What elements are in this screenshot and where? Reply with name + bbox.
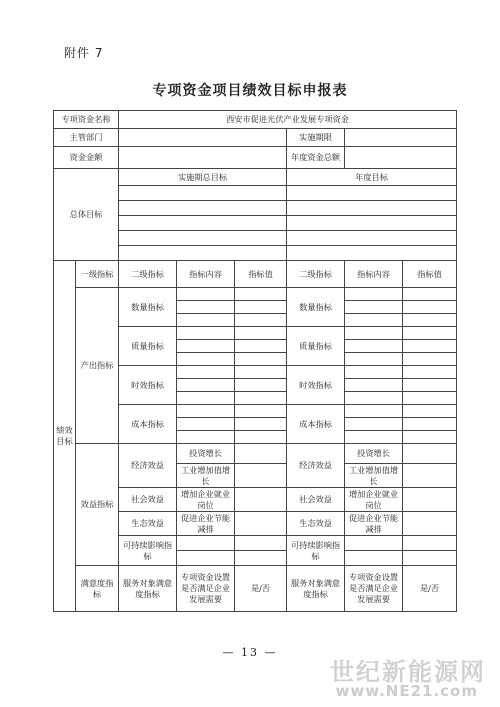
satisfaction-content-annual: 专项资金设置是否满足企业发展需要 bbox=[345, 566, 403, 612]
value-cell[interactable] bbox=[235, 418, 287, 431]
content-cell[interactable] bbox=[177, 288, 235, 301]
value-cell[interactable] bbox=[235, 444, 287, 464]
annual-goal-cell[interactable] bbox=[287, 216, 457, 231]
ecological-label-annual: 生态效益 bbox=[287, 512, 345, 536]
content-cell[interactable] bbox=[177, 405, 235, 418]
sustainable-label-annual: 可持续影响指标 bbox=[287, 536, 345, 566]
value-cell[interactable] bbox=[235, 314, 287, 327]
level2-header-annual: 二级指标 bbox=[287, 261, 345, 288]
content-cell[interactable] bbox=[345, 288, 403, 301]
social-label-annual: 社会效益 bbox=[287, 488, 345, 512]
content-cell[interactable] bbox=[345, 379, 403, 392]
value-cell[interactable] bbox=[403, 444, 457, 464]
value-cell[interactable] bbox=[403, 431, 457, 444]
perf-goal-label: 绩效目标 bbox=[54, 261, 76, 612]
value-cell[interactable] bbox=[403, 418, 457, 431]
value-cell[interactable] bbox=[235, 288, 287, 301]
fund-name-label: 专项资金名称 bbox=[54, 111, 119, 129]
yes-no: 是/否 bbox=[235, 566, 287, 612]
quantity-label: 数量指标 bbox=[119, 288, 177, 327]
industry-growth-annual: 工业增加值增长 bbox=[345, 464, 403, 488]
dept-value[interactable] bbox=[119, 129, 287, 147]
value-cell[interactable] bbox=[403, 340, 457, 353]
attachment-label: 附件 7 bbox=[64, 46, 104, 60]
value-cell[interactable] bbox=[235, 340, 287, 353]
content-cell[interactable] bbox=[177, 366, 235, 379]
content-cell[interactable] bbox=[345, 314, 403, 327]
amount-label: 资金金额 bbox=[54, 147, 119, 169]
content-cell[interactable] bbox=[345, 418, 403, 431]
content-cell[interactable] bbox=[177, 418, 235, 431]
period-goal-cell[interactable] bbox=[119, 186, 287, 201]
value-cell[interactable] bbox=[403, 392, 457, 405]
amount-value[interactable] bbox=[119, 147, 287, 169]
content-cell[interactable] bbox=[345, 301, 403, 314]
content-cell[interactable] bbox=[177, 431, 235, 444]
form-title: 专项资金项目绩效目标申报表 bbox=[152, 83, 348, 99]
content-cell[interactable] bbox=[345, 431, 403, 444]
service-satisfaction: 服务对象满意度指标 bbox=[119, 566, 177, 612]
content-cell[interactable] bbox=[177, 353, 235, 366]
content-cell[interactable] bbox=[345, 353, 403, 366]
value-cell[interactable] bbox=[403, 405, 457, 418]
period-value[interactable] bbox=[345, 129, 457, 147]
content-header: 指标内容 bbox=[177, 261, 235, 288]
quality-label: 质量指标 bbox=[119, 327, 177, 366]
content-cell[interactable] bbox=[345, 536, 403, 551]
annual-goal-header: 年度目标 bbox=[287, 169, 457, 186]
value-cell[interactable] bbox=[403, 353, 457, 366]
content-cell[interactable] bbox=[177, 551, 235, 566]
level2-header: 二级指标 bbox=[119, 261, 177, 288]
value-cell[interactable] bbox=[403, 288, 457, 301]
energy-saving: 促进企业节能减排 bbox=[177, 512, 235, 536]
value-cell[interactable] bbox=[403, 536, 457, 551]
period-goal-header: 实施期总目标 bbox=[119, 169, 287, 186]
value-header: 指标值 bbox=[235, 261, 287, 288]
value-cell[interactable] bbox=[403, 551, 457, 566]
social-label: 社会效益 bbox=[119, 488, 177, 512]
value-cell[interactable] bbox=[403, 301, 457, 314]
value-cell[interactable] bbox=[235, 353, 287, 366]
value-cell[interactable] bbox=[403, 314, 457, 327]
content-cell[interactable] bbox=[345, 327, 403, 340]
period-label: 实施期限 bbox=[287, 129, 345, 147]
content-cell[interactable] bbox=[177, 314, 235, 327]
cost-label-annual: 成本指标 bbox=[287, 405, 345, 444]
content-cell[interactable] bbox=[177, 379, 235, 392]
benefit-label: 效益指标 bbox=[76, 444, 119, 566]
cost-label: 成本指标 bbox=[119, 405, 177, 444]
content-cell[interactable] bbox=[345, 551, 403, 566]
output-label: 产出指标 bbox=[76, 288, 119, 444]
annual-goal-cell[interactable] bbox=[287, 231, 457, 246]
yes-no-annual: 是/否 bbox=[403, 566, 457, 612]
satisfaction-content: 专项资金设置是否满足企业发展需要 bbox=[177, 566, 235, 612]
value-cell[interactable] bbox=[235, 431, 287, 444]
period-goal-cell[interactable] bbox=[119, 216, 287, 231]
timeliness-label: 时效指标 bbox=[119, 366, 177, 405]
value-cell[interactable] bbox=[235, 327, 287, 340]
value-cell[interactable] bbox=[235, 405, 287, 418]
economic-label: 经济效益 bbox=[119, 444, 177, 488]
ecological-label: 生态效益 bbox=[119, 512, 177, 536]
employment-annual: 增加企业就业岗位 bbox=[345, 488, 403, 512]
performance-goal-form bbox=[53, 110, 457, 612]
value-cell[interactable] bbox=[235, 512, 287, 536]
value-cell[interactable] bbox=[403, 366, 457, 379]
value-cell[interactable] bbox=[235, 536, 287, 551]
content-cell[interactable] bbox=[345, 392, 403, 405]
watermark-logo: 世纪新能源网 bbox=[330, 658, 486, 686]
value-cell[interactable] bbox=[235, 464, 287, 488]
industry-growth: 工业增加值增长 bbox=[177, 464, 235, 488]
content-cell[interactable] bbox=[177, 327, 235, 340]
quantity-label-annual: 数量指标 bbox=[287, 288, 345, 327]
content-cell[interactable] bbox=[345, 340, 403, 353]
annual-amount-label: 年度资金总额 bbox=[287, 147, 345, 169]
content-cell[interactable] bbox=[177, 536, 235, 551]
investment-growth-annual: 投资增长 bbox=[345, 444, 403, 464]
service-satisfaction-annual: 服务对象满意度指标 bbox=[287, 566, 345, 612]
satisfaction-label: 满意度指标 bbox=[76, 566, 119, 612]
content-header-annual: 指标内容 bbox=[345, 261, 403, 288]
content-cell[interactable] bbox=[177, 340, 235, 353]
annual-goal-cell[interactable] bbox=[287, 186, 457, 201]
timeliness-label-annual: 时效指标 bbox=[287, 366, 345, 405]
value-header-annual: 指标值 bbox=[403, 261, 457, 288]
overall-goal-label: 总体目标 bbox=[54, 169, 119, 261]
content-cell[interactable] bbox=[177, 301, 235, 314]
level1-header: 一级指标 bbox=[76, 261, 119, 288]
value-cell[interactable] bbox=[403, 512, 457, 536]
value-cell[interactable] bbox=[403, 488, 457, 512]
value-cell[interactable] bbox=[235, 392, 287, 405]
value-cell[interactable] bbox=[403, 379, 457, 392]
investment-growth: 投资增长 bbox=[177, 444, 235, 464]
annual-goal-cell[interactable] bbox=[287, 246, 457, 261]
fund-name-value: 西安市促进光伏产业发展专项资金 bbox=[119, 111, 457, 129]
value-cell[interactable] bbox=[235, 379, 287, 392]
page-number: — 13 — bbox=[222, 646, 278, 659]
employment: 增加企业就业岗位 bbox=[177, 488, 235, 512]
value-cell[interactable] bbox=[235, 551, 287, 566]
content-cell[interactable] bbox=[177, 392, 235, 405]
period-goal-cell[interactable] bbox=[119, 201, 287, 216]
sustainable-label: 可持续影响指标 bbox=[119, 536, 177, 566]
annual-amount-value[interactable] bbox=[345, 147, 457, 169]
dept-label: 主管部门 bbox=[54, 129, 119, 147]
period-goal-cell[interactable] bbox=[119, 246, 287, 261]
value-cell[interactable] bbox=[235, 301, 287, 314]
period-goal-cell[interactable] bbox=[119, 231, 287, 246]
value-cell[interactable] bbox=[235, 488, 287, 512]
watermark-url: www.NE21.com bbox=[335, 682, 478, 700]
content-cell[interactable] bbox=[345, 366, 403, 379]
annual-goal-cell[interactable] bbox=[287, 201, 457, 216]
value-cell[interactable] bbox=[235, 366, 287, 379]
quality-label-annual: 质量指标 bbox=[287, 327, 345, 366]
value-cell[interactable] bbox=[403, 327, 457, 340]
energy-saving-annual: 促进企业节能减排 bbox=[345, 512, 403, 536]
content-cell[interactable] bbox=[345, 405, 403, 418]
economic-label-annual: 经济效益 bbox=[287, 444, 345, 488]
value-cell[interactable] bbox=[403, 464, 457, 488]
